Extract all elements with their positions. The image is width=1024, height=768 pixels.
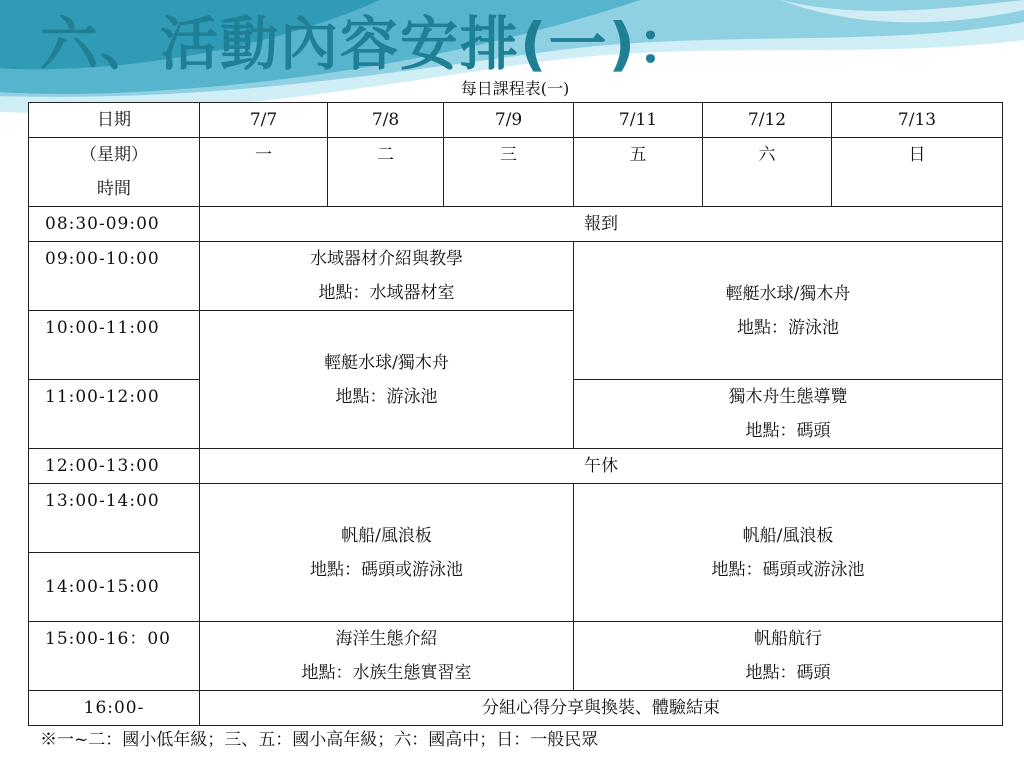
header-weekday-row bbox=[29, 138, 1003, 207]
weekday-cell: 日 bbox=[832, 138, 1003, 207]
date-header-cell: 7/11 bbox=[574, 103, 703, 138]
time-slot-cell: 13:00-14:00 bbox=[29, 484, 200, 553]
schedule-row bbox=[29, 207, 1003, 242]
weekday-cell: 五 bbox=[574, 138, 703, 207]
time-slot-cell: 09:00-10:00 bbox=[29, 242, 200, 311]
activity-name: 帆船航行 bbox=[754, 629, 822, 649]
weekday-cell: 六 bbox=[703, 138, 832, 207]
activity-location: 地點：游泳池 bbox=[737, 317, 839, 338]
slide-title: 六、活動內容安排(一)： bbox=[40, 10, 698, 78]
date-header-label: 日期 bbox=[29, 103, 200, 138]
schedule-table bbox=[28, 102, 1003, 726]
activity-sailing-left-cell bbox=[200, 484, 574, 622]
activity-name: 帆船/風浪板 bbox=[742, 525, 834, 546]
weekday-time-header bbox=[29, 138, 200, 207]
time-slot-cell: 08:30-09:00 bbox=[29, 207, 200, 242]
date-header-cell: 7/12 bbox=[703, 103, 832, 138]
time-slot-cell: 15:00-16：00 bbox=[29, 622, 200, 691]
grade-legend-footnote: ※一~二：國小低年級；三、五：國小高年級；六：國高中；日：一般民眾 bbox=[40, 730, 599, 750]
schedule-row bbox=[29, 242, 1003, 311]
activity-name: 水域器材介紹與教學 bbox=[310, 249, 463, 269]
activity-kayak-polo-right-cell bbox=[574, 242, 1003, 380]
date-header-cell: 7/7 bbox=[200, 103, 328, 138]
activity-name: 獨木舟生態導覽 bbox=[728, 387, 848, 407]
weekday-cell: 一 bbox=[200, 138, 328, 207]
activity-name: 輕艇水球/獨木舟 bbox=[725, 283, 851, 304]
activity-sailing-right-cell bbox=[574, 484, 1003, 622]
time-slot-cell: 14:00-15:00 bbox=[29, 553, 200, 622]
weekday-cell: 三 bbox=[444, 138, 574, 207]
activity-kayak-polo-left-cell bbox=[200, 311, 574, 449]
date-header-cell: 7/9 bbox=[444, 103, 574, 138]
header-date-row bbox=[29, 103, 1003, 138]
schedule-row bbox=[29, 622, 1003, 691]
activity-marine-eco-cell bbox=[200, 622, 574, 691]
time-slot-cell: 11:00-12:00 bbox=[29, 380, 200, 449]
activity-location: 地點：水域器材室 bbox=[318, 283, 455, 303]
time-slot-cell: 12:00-13:00 bbox=[29, 449, 200, 484]
activity-location: 地點：水族生態實習室 bbox=[301, 663, 472, 683]
schedule-row bbox=[29, 449, 1003, 484]
activity-canoe-eco-tour-cell bbox=[574, 380, 1003, 449]
time-slot-cell: 16:00- bbox=[29, 691, 200, 726]
activity-location: 地點：碼頭或游泳池 bbox=[310, 559, 463, 580]
activity-name: 帆船/風浪板 bbox=[341, 525, 432, 546]
weekday-cell: 二 bbox=[328, 138, 444, 207]
activity-watersports-intro-cell bbox=[200, 242, 574, 311]
time-slot-cell: 10:00-11:00 bbox=[29, 311, 200, 380]
activity-name: 輕艇水球/獨木舟 bbox=[324, 352, 449, 373]
date-header-cell: 7/13 bbox=[832, 103, 1003, 138]
weekday-header-label: （星期） bbox=[80, 145, 148, 165]
activity-location: 地點：游泳池 bbox=[335, 386, 438, 407]
date-header-cell: 7/8 bbox=[328, 103, 444, 138]
activity-location: 地點：碼頭 bbox=[745, 663, 831, 683]
activity-lunch-cell: 午休 bbox=[200, 449, 1003, 484]
schedule-row bbox=[29, 691, 1003, 726]
activity-location: 地點：碼頭或游泳池 bbox=[711, 559, 865, 580]
schedule-row bbox=[29, 484, 1003, 553]
activity-location: 地點：碼頭 bbox=[745, 421, 831, 441]
activity-name: 海洋生態介紹 bbox=[335, 629, 438, 649]
activity-checkin-cell: 報到 bbox=[200, 207, 1003, 242]
activity-closing-cell: 分組心得分享與換裝、體驗結束 bbox=[200, 691, 1003, 726]
table-caption: 每日課程表(一) bbox=[460, 79, 570, 98]
activity-sailing-voyage-cell bbox=[574, 622, 1003, 691]
time-header-label: 時間 bbox=[97, 179, 131, 199]
